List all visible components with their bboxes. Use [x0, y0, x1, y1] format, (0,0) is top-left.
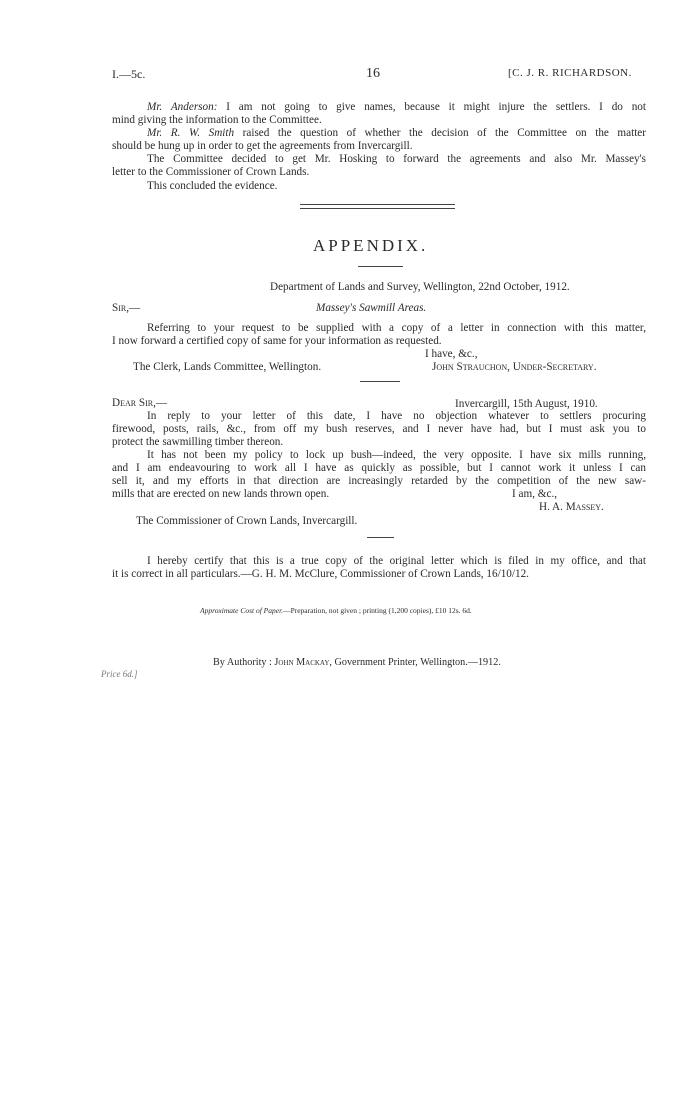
authority-prefix: By Authority : [213, 657, 272, 668]
letter-paragraph-2-line-4: mills that are erected on new lands thrown open. [112, 488, 330, 500]
appendix-body-line-1: Referring to your request to be supplied with a copy of a letter in connection with this matter, [147, 322, 646, 334]
evidence-paragraph-2-line-2: should be hung up in order to get the agreements from Invercargill. [112, 140, 413, 152]
authority-suffix: , Government Printer, Wellington.—1912. [329, 657, 501, 668]
letter-paragraph-2-line-1: It has not been my policy to lock up bush—indeed, the very opposite. I have six mills running, [147, 449, 646, 461]
letter-closing: I am, &c., [512, 488, 558, 500]
speaker-anderson: Mr. Anderson: [147, 101, 218, 113]
appendix-addressee: The Clerk, Lands Committee, Wellington. [133, 361, 322, 373]
letter-paragraph-2-line-2: and I am endeavouring to work all I have as quickly as possible, but I cannot work it unless I can [112, 462, 646, 474]
appendix-subject: Massey's Sawmill Areas. [316, 302, 427, 314]
printer-authority [213, 657, 501, 668]
appendix-title: APPENDIX. [313, 236, 429, 255]
evidence-paragraph-4: This concluded the evidence. [147, 180, 278, 192]
speaker-smith: Mr. R. W. Smith [147, 127, 235, 139]
evidence-paragraph-1-line-2: mind giving the information to the Committee. [112, 114, 322, 126]
price-label: Price 6d.] [101, 669, 138, 679]
certification-line-1: I hereby certify that this is a true copy of the original letter which is filed in my office, and that [147, 555, 646, 567]
letter-paragraph-1-line-1: In reply to your letter of this date, I have no objection whatever to settlers procuring [147, 410, 646, 422]
letter-divider [367, 537, 394, 538]
evidence-paragraph-2-line-1 [147, 127, 646, 140]
evidence-paragraph-1-line-1 [147, 101, 646, 114]
appendix-title-rule [358, 266, 403, 267]
evidence-paragraph-3-line-2: letter to the Commissioner of Crown Lands. [112, 166, 310, 178]
cost-note-label: Approximate Cost of Paper. [200, 606, 284, 615]
cost-note-text: —Preparation, not given ; printing (1,200 copies), £10 12s. 6d. [283, 606, 472, 615]
evidence-paragraph-3-line-1: The Committee decided to get Mr. Hosking to forward the agreements and also Mr. Massey's [147, 153, 646, 165]
letter-salutation: Dear Sir,— [112, 397, 168, 409]
printer-name: John Mackay [274, 657, 330, 668]
section-divider-bottom [300, 208, 455, 209]
appendix-salutation: Sir,— [112, 302, 141, 314]
running-header-right: [C. J. R. RICHARDSON. [508, 67, 632, 79]
letter-addressee: The Commissioner of Crown Lands, Invercargill. [136, 515, 358, 527]
letter-paragraph-1-line-2: firewood, posts, rails, &c., from off my bush reserves, and I never have had, but I must ask you to [112, 423, 646, 435]
evidence-paragraph-1-text: I am not going to give names, because it might injure the settlers. I do not [226, 101, 646, 113]
running-header-left: I.—5c. [112, 67, 146, 81]
letter-date: Invercargill, 15th August, 1910. [455, 398, 598, 410]
evidence-paragraph-2-text: raised the question of whether the decision of the Committee on the matter [242, 127, 647, 139]
letter-paragraph-1-line-3: protect the sawmilling timber thereon. [112, 436, 284, 448]
page-number: 16 [366, 66, 380, 81]
appendix-signature: John Strauchon, Under-Secretary. [432, 361, 597, 373]
appendix-dept-line: Department of Lands and Survey, Wellington, 22nd October, 1912. [270, 281, 570, 293]
certification-line-2: it is correct in all particulars.—G. H. M. McClure, Commissioner of Crown Lands, 16/10/12. [112, 568, 529, 580]
section-divider-top [300, 204, 455, 205]
appendix-divider [360, 381, 400, 382]
appendix-body-line-2: I now forward a certified copy of same for your information as requested. [112, 335, 442, 347]
letter-paragraph-2-line-3: sell it, and my efforts in that direction are increasingly retarded by the competition of the new saw- [112, 475, 646, 487]
letter-signature: H. A. Massey. [539, 501, 604, 513]
cost-note [200, 606, 472, 615]
appendix-closing: I have, &c., [425, 348, 478, 360]
